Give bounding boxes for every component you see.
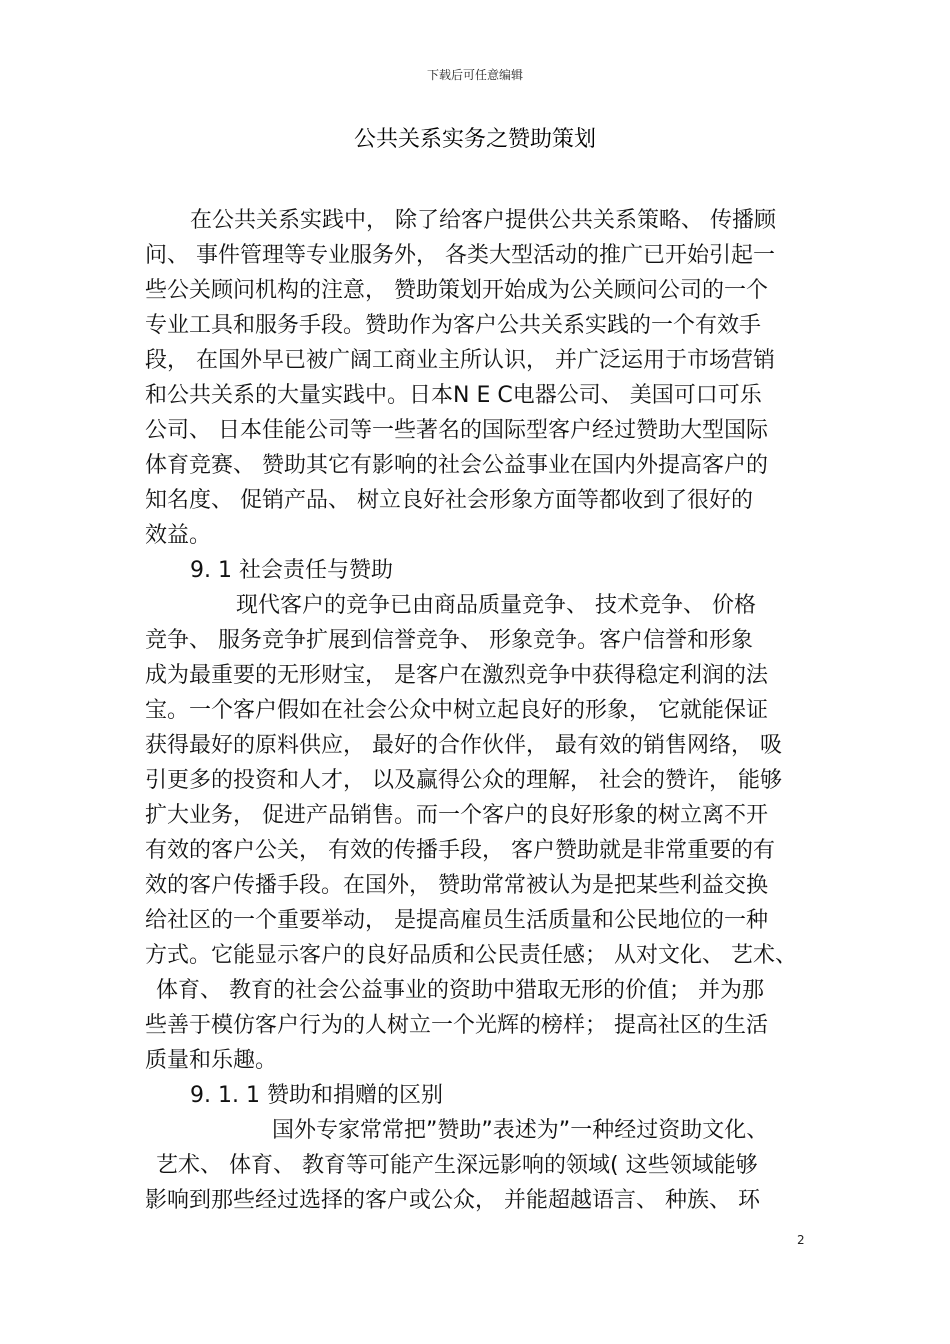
document-title: 公共关系实务之赞助策划 — [353, 127, 596, 152]
body-line: 效的客户传播手段。在国外， 赞助常常被认为是把某些利益交换 — [145, 873, 768, 898]
body-line: 竞争、 服务竞争扩展到信誉竞争、 形象竞争。客户信誉和形象 — [145, 628, 753, 653]
body-line: 影响到那些经过选择的客户或公众， 并能超越语言、 种族、 环 — [145, 1188, 760, 1213]
page-number: 2 — [797, 1233, 805, 1247]
body-line: 给社区的一个重要举动， 是提高雇员生活质量和公民地位的一种 — [145, 908, 768, 933]
body-line: 扩大业务， 促进产品销售。而一个客户的良好形象的树立离不开 — [145, 803, 768, 828]
body-line: 现代客户的竞争已由商品质量竞争、 技术竞争、 价格 — [236, 593, 756, 618]
body-line: 质量和乐趣。 — [145, 1048, 278, 1073]
body-line: 体育竞赛、 赞助其它有影响的社会公益事业在国内外提高客户的 — [145, 453, 768, 478]
body-line: 成为最重要的无形财宝， 是客户在激烈竞争中获得稳定利润的法 — [145, 663, 768, 688]
body-line: 艺术、 体育、 教育等可能产生深远影响的领域( 这些领域能够 — [156, 1153, 758, 1178]
body-line: 宝。一个客户假如在社会公众中树立起良好的形象， 它就能保证 — [145, 698, 768, 723]
body-line: 在公共关系实践中， 除了给客户提供公共关系策略、 传播顾 — [190, 208, 776, 233]
body-line: 国外专家常常把”赞助”表述为”一种经过资助文化、 — [272, 1118, 769, 1143]
body-line: 体育、 教育的社会公益事业的资助中猎取无形的价值； 并为那 — [156, 978, 764, 1003]
section-heading: 9. 1 社会责任与赞助 — [190, 558, 393, 583]
subsection-heading: 9. 1. 1 赞助和捐赠的区别 — [190, 1083, 443, 1108]
body-line: 和公共关系的大量实践中。日本N E C电器公司、 美国可口可乐 — [145, 383, 762, 408]
body-line: 方式。它能显示客户的良好品质和公民责任感； 从对文化、 艺术、 — [145, 943, 797, 968]
page-header: 下载后可任意编辑 — [426, 68, 523, 82]
body-line: 引更多的投资和人才， 以及赢得公众的理解， 社会的赞许， 能够 — [145, 768, 782, 793]
body-line: 段， 在国外早已被广阔工商业主所认识， 并广泛运用于市场营销 — [145, 348, 775, 373]
body-line: 知名度、 促销产品、 树立良好社会形象方面等都收到了很好的 — [145, 488, 753, 513]
body-line: 效益。 — [145, 523, 212, 548]
body-line: 有效的客户公关， 有效的传播手段， 客户赞助就是非常重要的有 — [145, 838, 775, 863]
body-line: 获得最好的原料供应， 最好的合作伙伴， 最有效的销售网络， 吸 — [145, 733, 782, 758]
body-line: 些公关顾问机构的注意， 赞助策划开始成为公关顾问公司的一个 — [145, 278, 768, 303]
body-line: 问、 事件管理等专业服务外， 各类大型活动的推广已开始引起一 — [145, 243, 775, 268]
body-line: 公司、 日本佳能公司等一些著名的国际型客户经过赞助大型国际 — [145, 418, 768, 443]
body-line: 专业工具和服务手段。赞助作为客户公共关系实践的一个有效手 — [145, 313, 762, 338]
body-line: 些善于模仿客户行为的人树立一个光辉的榜样； 提高社区的生活 — [145, 1013, 768, 1038]
